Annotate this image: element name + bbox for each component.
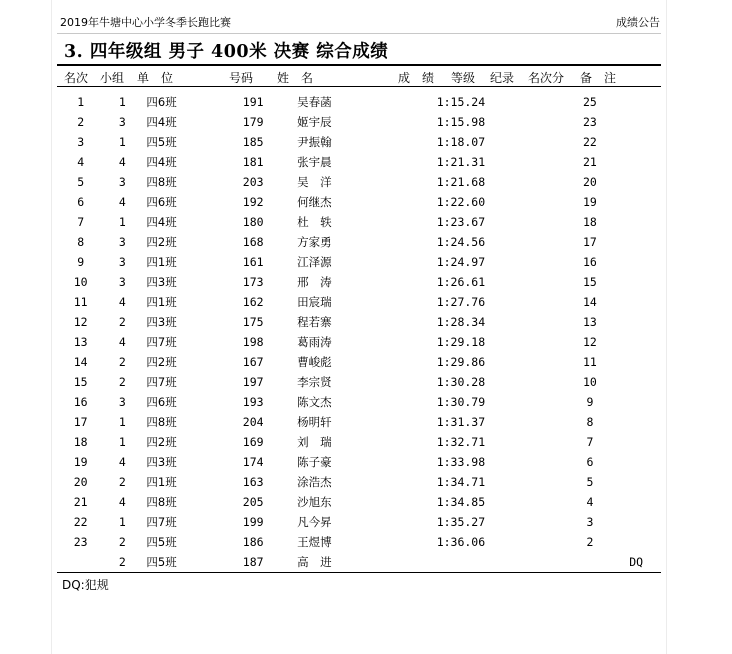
cell-points: 13	[583, 315, 597, 329]
cell-unit: 四6班	[146, 395, 177, 409]
cell-record	[528, 452, 569, 472]
cell-name: 姬宇辰	[297, 115, 332, 129]
table-row	[57, 252, 661, 272]
cell-grade	[485, 172, 528, 192]
cell-note	[611, 332, 661, 352]
table-row	[57, 432, 661, 452]
cell-note	[611, 312, 661, 332]
cell-rank: 9	[77, 255, 85, 269]
cell-note	[611, 272, 661, 292]
cell-record	[528, 332, 569, 352]
cell-points: 12	[583, 335, 597, 349]
cell-name: 李宗贤	[297, 375, 332, 389]
cell-unit: 四5班	[146, 555, 177, 569]
cell-result: 1:30.28	[436, 375, 486, 389]
cell-unit: 四5班	[146, 135, 177, 149]
cell-unit: 四2班	[146, 435, 177, 449]
cell-result: 1:27.76	[436, 295, 486, 309]
cell-number: 197	[242, 375, 264, 389]
cell-result: 1:34.85	[436, 495, 486, 509]
cell-group: 4	[118, 495, 126, 509]
cell-number: 187	[242, 555, 264, 569]
cell-name: 涂浩杰	[297, 475, 332, 489]
cell-unit: 四1班	[146, 475, 177, 489]
cell-group: 2	[118, 315, 126, 329]
cell-name: 程若寨	[297, 315, 332, 329]
cell-unit: 四6班	[146, 95, 177, 109]
cell-number: 174	[242, 455, 264, 469]
cell-group: 1	[118, 95, 126, 109]
cell-record	[528, 532, 569, 552]
cell-note	[611, 472, 661, 492]
column-header-record: 纪录	[490, 71, 515, 85]
cell-rank: 1	[77, 95, 85, 109]
cell-number: 167	[242, 355, 264, 369]
cell-record	[528, 172, 569, 192]
cell-record	[528, 272, 569, 292]
cell-result: 1:24.56	[436, 235, 486, 249]
cell-note	[611, 132, 661, 152]
cell-rank: 15	[73, 375, 88, 389]
cell-group: 3	[118, 275, 126, 289]
cell-grade	[485, 352, 528, 372]
column-header-unit: 单 位	[137, 71, 174, 85]
cell-rank	[57, 552, 104, 572]
cell-group: 1	[118, 135, 126, 149]
cell-number: 173	[242, 275, 264, 289]
cell-result: 1:26.61	[436, 275, 486, 289]
cell-grade	[485, 272, 528, 292]
cell-result: 1:32.71	[436, 435, 486, 449]
cell-note	[611, 152, 661, 172]
cell-group: 4	[118, 335, 126, 349]
column-header-rank: 名次	[64, 71, 89, 85]
table-row	[57, 192, 661, 212]
cell-result: 1:29.86	[436, 355, 486, 369]
cell-grade	[485, 252, 528, 272]
table-row	[57, 472, 661, 492]
cell-note	[611, 212, 661, 232]
cell-name: 吴 洋	[297, 175, 332, 189]
cell-name: 张宇晨	[297, 155, 332, 169]
cell-number: 186	[242, 535, 264, 549]
cell-name: 曹峻彪	[297, 355, 332, 369]
cell-note	[611, 512, 661, 532]
cell-points: 7	[586, 435, 594, 449]
cell-note	[611, 392, 661, 412]
cell-note	[611, 292, 661, 312]
table-row	[57, 132, 661, 152]
cell-grade	[485, 132, 528, 152]
cell-grade	[485, 92, 528, 112]
cell-points: 17	[583, 235, 597, 249]
cell-points: 22	[583, 135, 597, 149]
column-header-grade: 等级	[451, 71, 476, 85]
table-row	[57, 172, 661, 192]
cell-note	[611, 412, 661, 432]
cell-rank: 20	[73, 475, 88, 489]
cell-name: 尹振翰	[297, 135, 332, 149]
cell-points: 10	[583, 375, 597, 389]
cell-record	[528, 412, 569, 432]
cell-unit: 四7班	[146, 375, 177, 389]
cell-result: 1:24.97	[436, 255, 486, 269]
cell-group: 3	[118, 255, 126, 269]
cell-number: 180	[242, 215, 264, 229]
cell-points: 25	[583, 95, 597, 109]
cell-points: 9	[586, 395, 594, 409]
cell-record	[528, 432, 569, 452]
cell-note	[611, 232, 661, 252]
column-header-number: 号码	[229, 71, 254, 85]
table-row	[57, 392, 661, 412]
cell-result: 1:36.06	[436, 535, 486, 549]
table-row	[57, 452, 661, 472]
results-table-body	[57, 92, 661, 572]
competition-name: 2019年牛塘中心小学冬季长跑比赛	[60, 16, 231, 29]
table-row	[57, 92, 661, 112]
cell-name: 方家勇	[297, 235, 332, 249]
cell-unit: 四2班	[146, 355, 177, 369]
cell-record	[528, 212, 569, 232]
cell-name: 刘 瑞	[297, 435, 332, 449]
column-header-note: 备 注	[580, 71, 617, 85]
cell-group: 4	[118, 195, 126, 209]
cell-points: 11	[583, 355, 597, 369]
cell-group: 3	[118, 175, 126, 189]
cell-result: 1:18.07	[436, 135, 486, 149]
cell-grade	[485, 112, 528, 132]
table-row	[57, 512, 661, 532]
cell-rank: 14	[73, 355, 88, 369]
cell-unit: 四8班	[146, 495, 177, 509]
cell-note	[611, 432, 661, 452]
cell-name: 杜 轶	[297, 215, 332, 229]
cell-record	[528, 552, 569, 572]
cell-grade	[485, 212, 528, 232]
table-row	[57, 492, 661, 512]
cell-result: 1:30.79	[436, 395, 486, 409]
cell-unit: 四4班	[146, 215, 177, 229]
cell-number: 199	[242, 515, 264, 529]
cell-result: 1:29.18	[436, 335, 486, 349]
cell-name: 葛雨涛	[297, 335, 332, 349]
cell-number: 198	[242, 335, 264, 349]
cell-unit: 四4班	[146, 115, 177, 129]
cell-points: 4	[586, 495, 594, 509]
cell-points: 3	[586, 515, 594, 529]
cell-number: 168	[242, 235, 264, 249]
header-divider	[57, 33, 661, 34]
cell-group: 4	[118, 155, 126, 169]
cell-group: 2	[118, 535, 126, 549]
cell-unit: 四1班	[146, 295, 177, 309]
cell-points	[569, 552, 612, 572]
cell-grade	[485, 192, 528, 212]
cell-grade	[485, 432, 528, 452]
table-row	[57, 112, 661, 132]
cell-rank: 2	[77, 115, 85, 129]
cell-name: 王煜博	[297, 535, 332, 549]
cell-name: 凡今昇	[297, 515, 332, 529]
table-row	[57, 312, 661, 332]
table-bottom-divider	[57, 572, 661, 573]
cell-record	[528, 152, 569, 172]
cell-grade	[485, 532, 528, 552]
cell-number: 163	[242, 475, 264, 489]
cell-number: 191	[242, 95, 264, 109]
cell-record	[528, 512, 569, 532]
cell-note	[611, 172, 661, 192]
cell-result: 1:33.98	[436, 455, 486, 469]
cell-note	[611, 492, 661, 512]
cell-unit: 四2班	[146, 235, 177, 249]
column-header-result: 成 绩	[398, 71, 435, 85]
table-row	[57, 212, 661, 232]
column-header-divider	[57, 86, 661, 87]
cell-grade	[485, 492, 528, 512]
footnote: DQ:犯规	[62, 578, 109, 592]
cell-result: 1:23.67	[436, 215, 486, 229]
table-row	[57, 352, 661, 372]
cell-note	[611, 452, 661, 472]
cell-group: 1	[118, 435, 126, 449]
cell-group: 3	[118, 395, 126, 409]
cell-result: 1:35.27	[436, 515, 486, 529]
cell-unit: 四1班	[146, 255, 177, 269]
event-title: 3. 四年级组 男子 400米 决赛 综合成绩	[64, 42, 389, 62]
cell-points: 15	[583, 275, 597, 289]
cell-result: 1:28.34	[436, 315, 486, 329]
cell-points: 20	[583, 175, 597, 189]
cell-group: 1	[118, 415, 126, 429]
table-row	[57, 532, 661, 552]
cell-record	[528, 92, 569, 112]
cell-result: 1:31.37	[436, 415, 486, 429]
cell-unit: 四3班	[146, 315, 177, 329]
cell-name: 邢 涛	[297, 275, 332, 289]
cell-rank: 5	[77, 175, 85, 189]
cell-points: 16	[583, 255, 597, 269]
cell-group: 3	[118, 115, 126, 129]
page-edge-right	[666, 0, 667, 654]
cell-points: 19	[583, 195, 597, 209]
column-header-group: 小组	[100, 71, 125, 85]
cell-grade	[485, 312, 528, 332]
column-header-name: 姓 名	[277, 71, 314, 85]
cell-name: 杨明轩	[297, 415, 332, 429]
cell-number: 181	[242, 155, 264, 169]
table-row	[57, 332, 661, 352]
cell-points: 6	[586, 455, 594, 469]
cell-note	[611, 112, 661, 132]
cell-note	[611, 92, 661, 112]
cell-record	[528, 292, 569, 312]
cell-rank: 4	[77, 155, 85, 169]
table-row	[57, 232, 661, 252]
cell-unit: 四7班	[146, 515, 177, 529]
cell-grade	[485, 152, 528, 172]
page-edge-left	[51, 0, 52, 654]
cell-note	[611, 252, 661, 272]
cell-grade	[485, 332, 528, 352]
column-header-points: 名次分	[528, 71, 565, 85]
cell-number: 185	[242, 135, 264, 149]
cell-name: 吴春菡	[297, 95, 332, 109]
cell-grade	[485, 292, 528, 312]
table-row	[57, 552, 661, 572]
cell-note	[611, 192, 661, 212]
table-row	[57, 152, 661, 172]
cell-points: 23	[583, 115, 597, 129]
cell-result: 1:21.31	[436, 155, 486, 169]
cell-record	[528, 472, 569, 492]
cell-result: 1:22.60	[436, 195, 486, 209]
cell-number: 203	[242, 175, 264, 189]
page-header	[60, 14, 660, 28]
cell-result: 1:34.71	[436, 475, 486, 489]
cell-unit: 四8班	[146, 415, 177, 429]
cell-record	[528, 312, 569, 332]
table-row	[57, 272, 661, 292]
cell-rank: 21	[73, 495, 88, 509]
cell-unit: 四7班	[146, 335, 177, 349]
cell-rank: 17	[73, 415, 88, 429]
cell-name: 何继杰	[297, 195, 332, 209]
cell-unit: 四8班	[146, 175, 177, 189]
cell-group: 1	[118, 215, 126, 229]
results-table	[57, 92, 661, 572]
cell-record	[528, 372, 569, 392]
cell-record	[528, 192, 569, 212]
cell-record	[528, 392, 569, 412]
cell-name: 田宸瑞	[297, 295, 332, 309]
cell-number: 193	[242, 395, 264, 409]
cell-group: 2	[118, 555, 126, 569]
cell-name: 陈文杰	[297, 395, 332, 409]
cell-rank: 8	[77, 235, 85, 249]
cell-number: 192	[242, 195, 264, 209]
cell-points: 5	[586, 475, 594, 489]
cell-rank: 3	[77, 135, 85, 149]
cell-note: DQ	[629, 555, 644, 569]
cell-rank: 23	[73, 535, 88, 549]
cell-number: 169	[242, 435, 264, 449]
cell-rank: 12	[73, 315, 88, 329]
cell-result: 1:21.68	[436, 175, 486, 189]
title-divider	[57, 64, 661, 66]
cell-group: 1	[118, 515, 126, 529]
cell-record	[528, 352, 569, 372]
cell-group: 4	[118, 295, 126, 309]
cell-unit: 四6班	[146, 195, 177, 209]
cell-group: 3	[118, 235, 126, 249]
cell-grade	[485, 472, 528, 492]
table-row	[57, 292, 661, 312]
cell-name: 沙旭东	[297, 495, 332, 509]
cell-rank: 7	[77, 215, 85, 229]
cell-unit: 四3班	[146, 455, 177, 469]
cell-rank: 16	[73, 395, 88, 409]
cell-number: 161	[242, 255, 264, 269]
cell-grade	[485, 232, 528, 252]
table-row	[57, 412, 661, 432]
cell-number: 175	[242, 315, 264, 329]
cell-record	[528, 492, 569, 512]
cell-record	[528, 252, 569, 272]
cell-record	[528, 132, 569, 152]
cell-grade	[485, 392, 528, 412]
cell-grade	[485, 412, 528, 432]
cell-group: 4	[118, 455, 126, 469]
cell-number: 179	[242, 115, 264, 129]
cell-unit: 四5班	[146, 535, 177, 549]
document-type: 成绩公告	[616, 16, 660, 29]
cell-name: 江泽源	[297, 255, 332, 269]
cell-grade	[485, 552, 528, 572]
cell-points: 8	[586, 415, 594, 429]
cell-name: 高 进	[297, 555, 332, 569]
cell-rank: 19	[73, 455, 88, 469]
cell-unit: 四3班	[146, 275, 177, 289]
cell-record	[528, 232, 569, 252]
cell-rank: 6	[77, 195, 85, 209]
cell-rank: 18	[73, 435, 88, 449]
cell-points: 2	[586, 535, 594, 549]
cell-grade	[485, 372, 528, 392]
cell-rank: 10	[73, 275, 88, 289]
cell-number: 204	[242, 415, 264, 429]
cell-rank: 22	[73, 515, 88, 529]
cell-unit: 四4班	[146, 155, 177, 169]
cell-note	[611, 532, 661, 552]
cell-group: 2	[118, 475, 126, 489]
cell-group: 2	[118, 355, 126, 369]
cell-number: 205	[242, 495, 264, 509]
cell-group: 2	[118, 375, 126, 389]
cell-rank: 11	[73, 295, 88, 309]
cell-note	[611, 372, 661, 392]
cell-grade	[485, 452, 528, 472]
cell-result: 1:15.24	[436, 95, 486, 109]
cell-record	[528, 112, 569, 132]
cell-note	[611, 352, 661, 372]
table-row	[57, 372, 661, 392]
cell-name: 陈子豪	[297, 455, 332, 469]
cell-result: 1:15.98	[436, 115, 486, 129]
cell-points: 21	[583, 155, 597, 169]
cell-number: 162	[242, 295, 264, 309]
cell-points: 18	[583, 215, 597, 229]
cell-rank: 13	[73, 335, 88, 349]
cell-points: 14	[583, 295, 597, 309]
cell-grade	[485, 512, 528, 532]
cell-result	[379, 552, 485, 572]
